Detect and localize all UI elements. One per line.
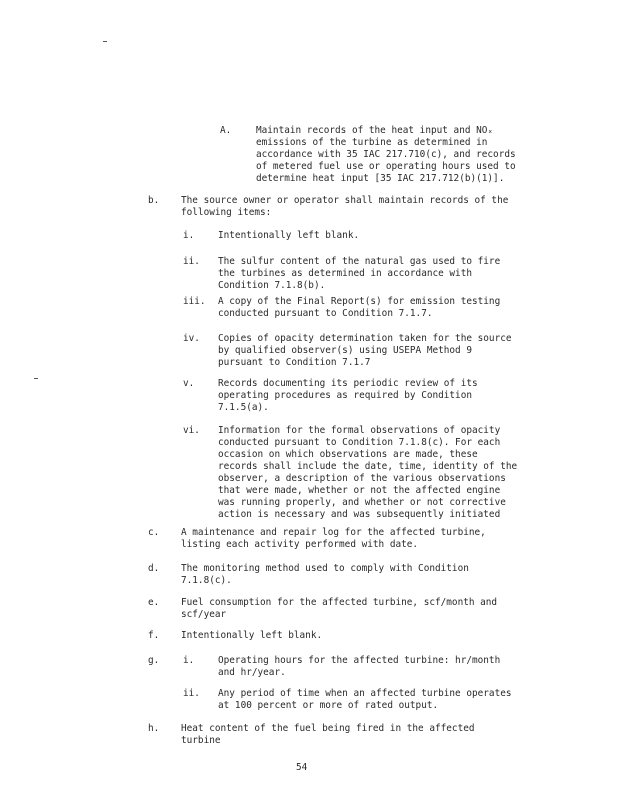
text-line: Intentionally left blank. <box>181 630 323 641</box>
text-line: records shall include the date, time, identity of the <box>218 461 518 472</box>
text-line: Fuel consumption for the affected turbine, scf/month and <box>181 597 498 608</box>
sub-label: vi. <box>183 425 200 436</box>
text-line: The sulfur content of the natural gas used to fire <box>218 256 501 267</box>
scan-mark-left <box>34 378 38 379</box>
text-line: Maintain records of the heat input and NOₓ <box>256 125 494 136</box>
text-line: and hr/year. <box>218 667 286 678</box>
text-line: operating procedures as required by Condition <box>218 390 472 401</box>
text-line: following items: <box>181 207 272 218</box>
text-line: Condition 7.1.8(b). <box>218 280 326 291</box>
sub-label: i. <box>183 655 195 666</box>
sub-text <box>218 378 478 414</box>
text-line: 7.1.8(c). <box>181 575 232 586</box>
item-f-text <box>181 630 322 642</box>
text-line: the turbines as determined in accordance with <box>218 268 472 279</box>
item-f-label: f. <box>148 630 160 641</box>
item-d-label: d. <box>148 563 160 574</box>
text-line: Copies of opacity determination taken for the source <box>218 333 512 344</box>
sub-label: iv. <box>183 333 200 344</box>
text-line: A copy of the Final Report(s) for emission testing <box>218 296 501 307</box>
text-line: observer, a description of the various observations <box>218 473 506 484</box>
sub-text <box>218 425 517 521</box>
text-line: at 100 percent or more of rated output. <box>218 700 439 711</box>
item-a-label: A. <box>220 125 232 136</box>
text-line: of metered fuel use or operating hours used to <box>256 161 516 172</box>
text-line: Records documenting its periodic review of its <box>218 378 478 389</box>
sub-label: v. <box>183 378 195 389</box>
sub-text <box>218 296 500 320</box>
text-line: Operating hours for the affected turbine: hr/month <box>218 655 501 666</box>
text-line: turbine <box>181 735 221 746</box>
text-line: Heat content of the fuel being fired in the affected <box>181 723 475 734</box>
text-line: conducted pursuant to Condition 7.1.7. <box>218 308 433 319</box>
sub-text <box>218 230 359 242</box>
text-line: that were made, whether or not the affected engine <box>218 485 501 496</box>
item-a-text <box>256 125 516 185</box>
text-line: determine heat input [35 IAC 217.712(b)(1)]. <box>256 173 505 184</box>
text-line: A maintenance and repair log for the affected turbine, <box>181 527 486 538</box>
text-line: scf/year <box>181 609 227 620</box>
text-line: occasion on which observations are made, these <box>218 449 478 460</box>
page-number: 54 <box>296 762 308 773</box>
text-line: Any period of time when an affected turbine operates <box>218 688 512 699</box>
item-c-text <box>181 527 486 551</box>
sub-text <box>218 333 512 369</box>
item-d-text <box>181 563 469 587</box>
sub-text <box>218 655 500 679</box>
item-g-label: g. <box>148 655 160 666</box>
sub-label: i. <box>183 230 195 241</box>
text-line: listing each activity performed with date. <box>181 539 419 550</box>
item-e-text <box>181 597 497 621</box>
text-line: The monitoring method used to comply with Condition <box>181 563 469 574</box>
sub-text <box>218 256 500 292</box>
text-line: 7.1.5(a). <box>218 402 269 413</box>
item-b-text <box>181 195 508 219</box>
item-c-label: c. <box>148 527 160 538</box>
item-b-label: b. <box>148 195 160 206</box>
sub-label: iii. <box>183 296 206 307</box>
sub-label: ii. <box>183 688 200 699</box>
scan-mark-top <box>103 41 107 42</box>
sub-label: ii. <box>183 256 200 267</box>
text-line: was running properly, and whether or not corrective <box>218 497 506 508</box>
item-h-text <box>181 723 475 747</box>
text-line: The source owner or operator shall maintain records of the <box>181 195 509 206</box>
text-line: action is necessary and was subsequently initiated <box>218 509 501 520</box>
item-e-label: e. <box>148 597 160 608</box>
item-h-label: h. <box>148 723 160 734</box>
text-line: Information for the formal observations of opacity <box>218 425 501 436</box>
text-line: by qualified observer(s) using USEPA Method 9 <box>218 345 472 356</box>
text-line: emissions of the turbine as determined in <box>256 137 488 148</box>
sub-text <box>218 688 512 712</box>
text-line: conducted pursuant to Condition 7.1.8(c). For each <box>218 437 501 448</box>
text-line: accordance with 35 IAC 217.710(c), and records <box>256 149 516 160</box>
text-line: Intentionally left blank. <box>218 230 360 241</box>
text-line: pursuant to Condition 7.1.7 <box>218 357 371 368</box>
